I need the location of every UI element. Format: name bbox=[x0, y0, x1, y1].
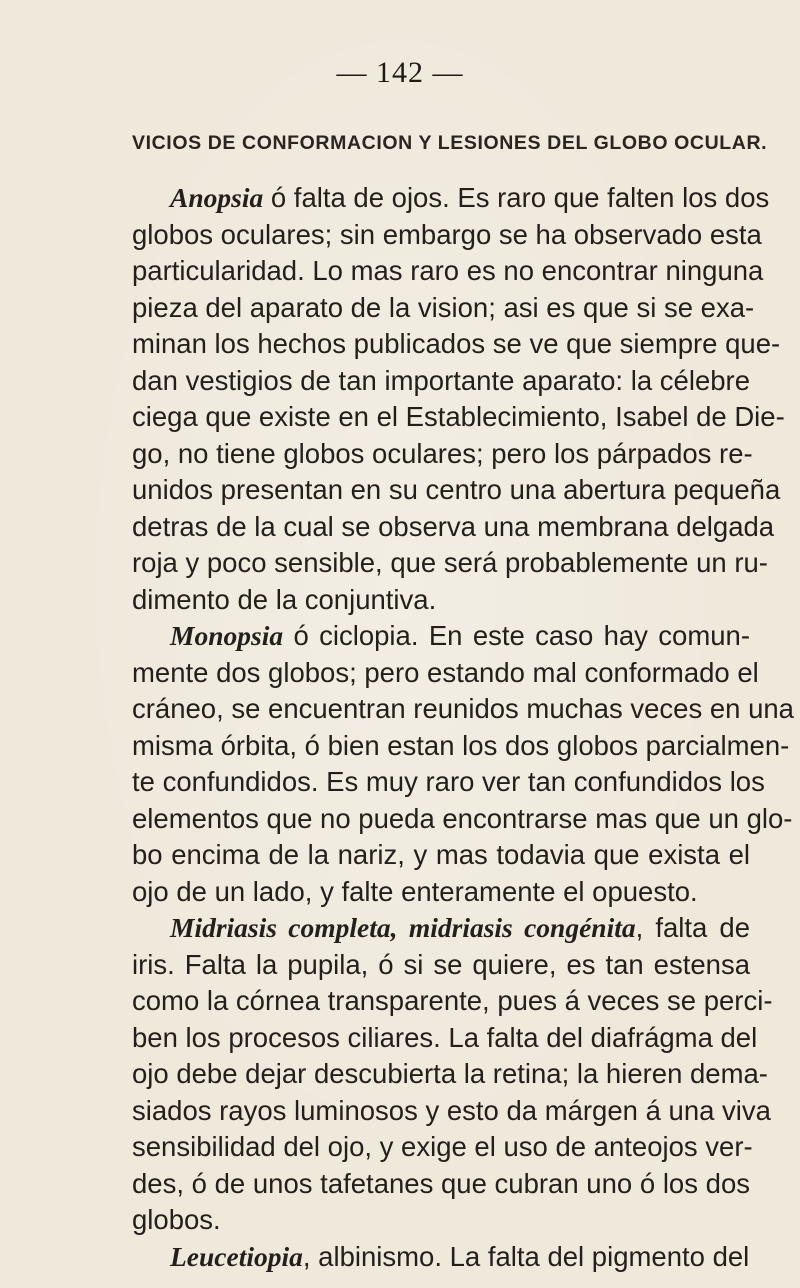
text-line: elementos que no pueda encontrarse mas que un glo- bbox=[132, 802, 793, 834]
text-line: Anopsia ó falta de ojos. Es raro que falten los dos bbox=[170, 182, 770, 213]
text-line: ben los procesos ciliares. La falta del diafrágma del bbox=[132, 1021, 758, 1053]
text-line: pieza del aparato de la vision; asi es que si se exa- bbox=[132, 291, 755, 323]
text-line: ojo debe dejar descubierta la retina; la hieren dema- bbox=[132, 1058, 768, 1089]
text-line: Monopsia ó ciclopia. En este caso hay comun- bbox=[170, 620, 750, 651]
term-midriasis: Midriasis completa, midriasis congénita bbox=[170, 912, 636, 943]
text-line: sensibilidad del ojo, y exige el uso de anteojos ver- bbox=[132, 1131, 753, 1162]
text-line: dimento de la conjuntiva. bbox=[132, 583, 437, 615]
running-head: VICIOS DE CONFORMACION Y LESIONES DEL GLOBO OCULAR. bbox=[132, 132, 768, 154]
page-number: — 142 — bbox=[336, 56, 464, 89]
text-line: globos oculares; sin embargo se ha observado esta bbox=[132, 218, 762, 250]
text-line: unidos presentan en su centro una abertura pequeña bbox=[132, 474, 781, 505]
text-line: particularidad. Lo mas raro es no encontrar ninguna bbox=[132, 255, 764, 286]
text-line: iris. Falta la pupila, ó si se quiere, es tan estensa bbox=[132, 948, 750, 980]
text-line: detras de la cual se observa una membrana delgada bbox=[132, 510, 775, 542]
text-line: mente dos globos; pero estando mal conformado el bbox=[132, 656, 759, 688]
text-line: minan los hechos publicados se ve que siempre que- bbox=[132, 328, 781, 359]
body-text bbox=[132, 180, 794, 1275]
text-line: ciega que existe en el Establecimiento, Isabel de Die- bbox=[132, 401, 785, 432]
text-line: go, no tiene globos oculares; pero los párpados re- bbox=[132, 437, 753, 469]
text-line: bo encima de la nariz, y mas todavia que exista el bbox=[132, 839, 750, 870]
text-line: cráneo, se encuentran reunidos muchas veces en una bbox=[132, 693, 794, 724]
term-monopsia: Monopsia bbox=[170, 620, 284, 651]
term-leucetiopia: Leucetiopia bbox=[170, 1240, 303, 1272]
text-line: siados rayos luminosos y esto da márgen á una viva bbox=[132, 1094, 771, 1126]
text-line: te confundidos. Es muy raro ver tan confundidos los bbox=[132, 766, 765, 797]
text-line: como la córnea transparente, pues á veces se perci- bbox=[132, 985, 773, 1016]
text-line: dan vestigios de tan importante aparato: la célebre bbox=[132, 364, 750, 396]
text-line: misma órbita, ó bien estan los dos globos parcialmen- bbox=[132, 729, 790, 761]
text-line: des, ó de unos tafetanes que cubran uno ó los dos bbox=[132, 1167, 750, 1199]
term-anopsia: Anopsia bbox=[170, 182, 264, 213]
text-line: ojo de un lado, y falte enteramente el opuesto. bbox=[132, 875, 698, 907]
text-line: globos. bbox=[132, 1204, 221, 1235]
text-line: Leucetiopia, albinismo. La falta del pigmento del bbox=[170, 1240, 750, 1272]
text-line: Midriasis completa, midriasis congénita, falta de bbox=[170, 912, 750, 943]
text-line: roja y poco sensible, que será probablemente un ru- bbox=[132, 547, 768, 578]
